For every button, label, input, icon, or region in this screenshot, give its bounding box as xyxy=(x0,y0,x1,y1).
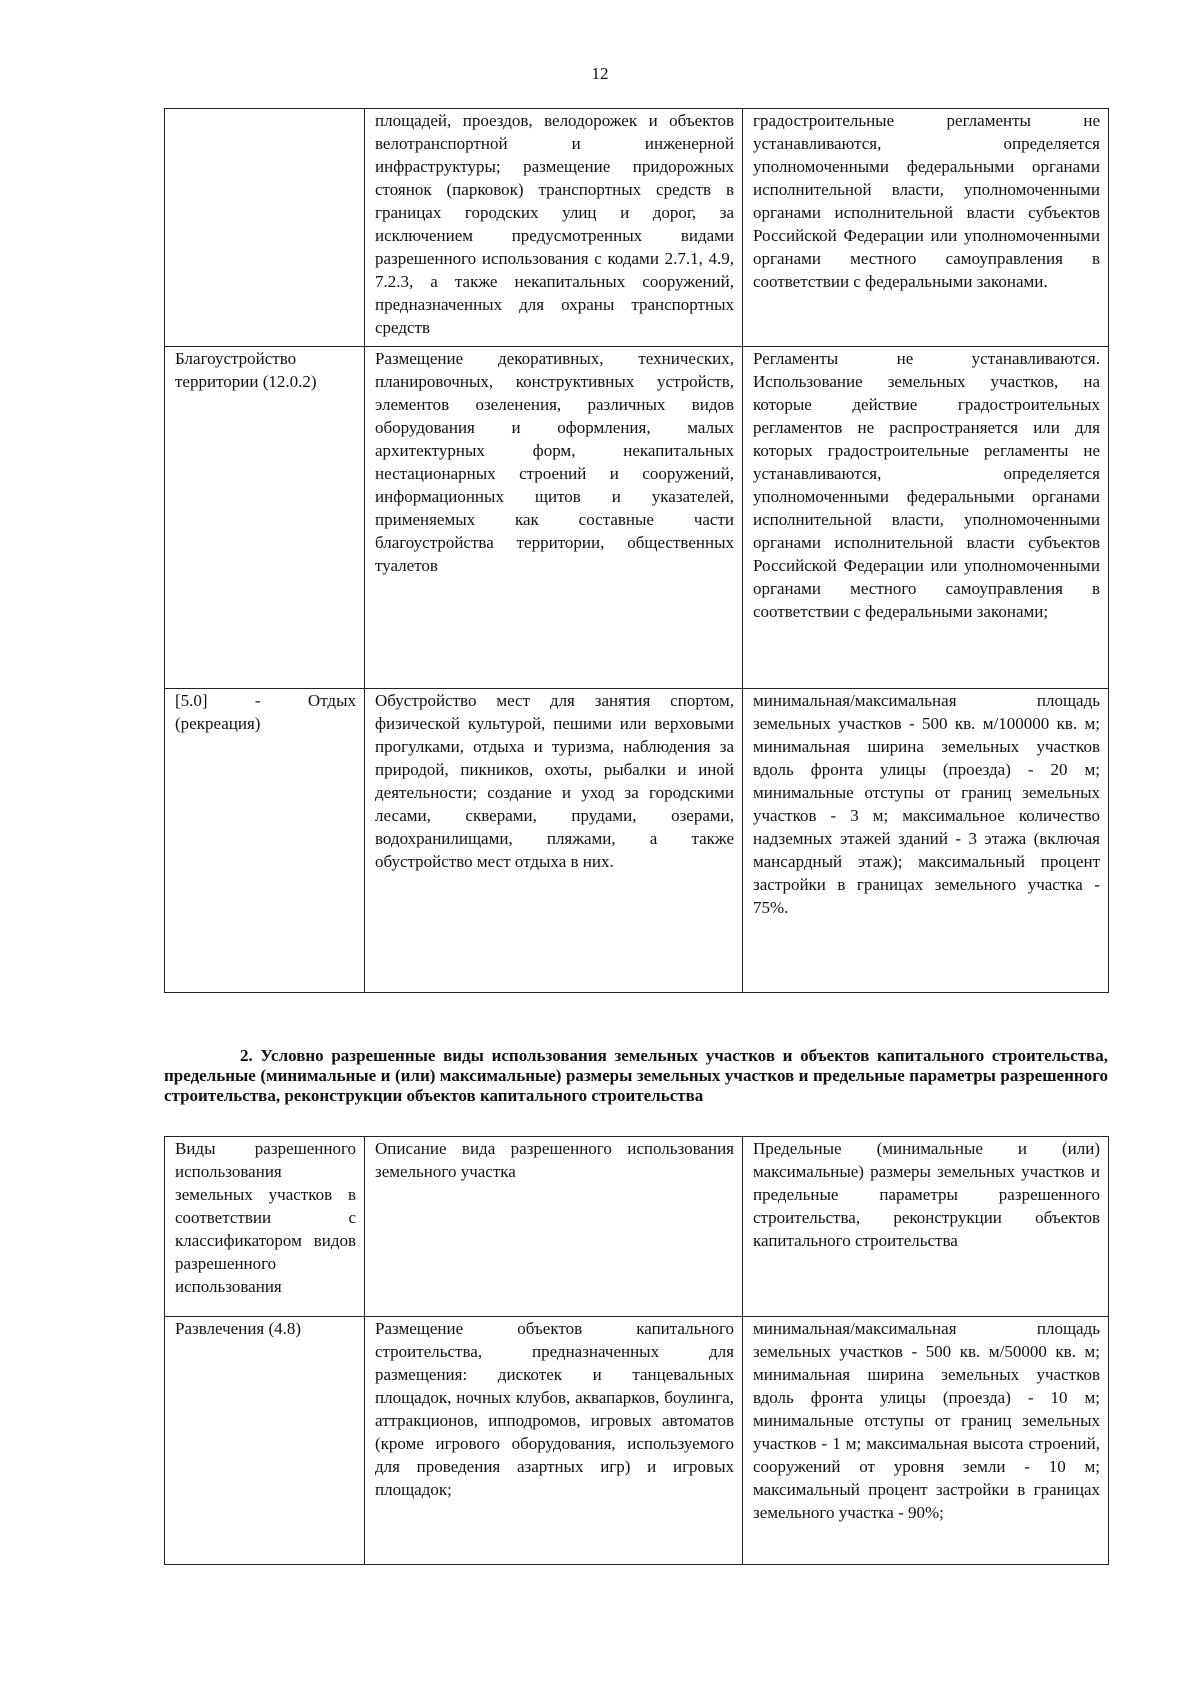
use-type-cell: [5.0] - Отдых (рекреация) xyxy=(165,689,365,993)
table-row xyxy=(165,1317,1109,1565)
parameters-cell: градостроительные регламенты не устанавливаются, определяется уполномоченными федеральными органами исполнительной власти, уполномоченными органами исполнительной власти субъектов Российской Федерации или уполномоченными органами местного самоуправления в соответствии с федеральными законами. xyxy=(743,109,1109,347)
table-row xyxy=(165,689,1109,993)
header-parameters: Предельные (минимальные и (или) максимальные) размеры земельных участков и предельные параметры разрешенного строительства, реконструкции объектов капитального строительства xyxy=(743,1137,1109,1317)
parameters-cell: Регламенты не устанавливаются. Использование земельных участков, на которые действие градостроительных регламентов не распространяется или для которых градостроительные регламенты не устанавливаются, определяется уполномоченными федеральными органами исполнительной власти, уполномоченными органами исполнительной власти субъектов Российской Федерации или уполномоченными органами местного самоуправления в соответствии с федеральными законами; xyxy=(743,347,1109,689)
use-description-cell: Размещение декоративных, технических, планировочных, конструктивных устройств, элементов озеленения, различных видов оборудования и оформления, малых архитектурных форм, некапитальных нестационарных строений и сооружений, информационных щитов и указателей, применяемых как составные части благоустройства территории, общественных туалетов xyxy=(365,347,743,689)
conditional-use-table xyxy=(164,1136,1109,1565)
parameters-cell: минимальная/максимальная площадь земельных участков - 500 кв. м/50000 кв. м; минимальная ширина земельных участков вдоль фронта улицы (проезда) - 10 м; минимальные отступы от границ земельных участков - 1 м; максимальная высота строений, сооружений от уровня земли - 10 м; максимальный процент застройки в границах земельного участка - 90%; xyxy=(743,1317,1109,1565)
header-description: Описание вида разрешенного использования земельного участка xyxy=(365,1137,743,1317)
table-row xyxy=(165,347,1109,689)
use-description-cell: Обустройство мест для занятия спортом, физической культурой, пешими или верховыми прогулками, отдыха и туризма, наблюдения за природой, пикников, охоты, рыбалки и иной деятельности; создание и уход за городскими лесами, скверами, прудами, озерами, водохранилищами, пляжами, а также обустройство мест отдыха в них. xyxy=(365,689,743,993)
use-type-cell xyxy=(165,109,365,347)
use-type-cell: Благоустройство территории (12.0.2) xyxy=(165,347,365,689)
header-use-type: Виды разрешенного использования земельных участков в соответствии с классификатором видов разрешенного использования xyxy=(165,1137,365,1317)
page-number: 12 xyxy=(591,64,609,83)
use-description-cell: площадей, проездов, велодорожек и объектов велотранспортной и инженерной инфраструктуры; размещение придорожных стоянок (парковок) транспортных средств в границах городских улиц и дорог, за исключением предусмотренных видами разрешенного использования с кодами 2.7.1, 4.9, 7.2.3, а также некапитальных сооружений, предназначенных для охраны транспортных средств xyxy=(365,109,743,347)
table-row xyxy=(165,109,1109,347)
zoning-table-continued xyxy=(164,108,1109,993)
parameters-cell: минимальная/максимальная площадь земельных участков - 500 кв. м/100000 кв. м; минимальная ширина земельных участков вдоль фронта улицы (проезда) - 20 м; минимальные отступы от границ земельных участков - 3 м; максимальное количество надземных этажей зданий - 3 этажа (включая мансардный этаж); максимальный процент застройки в границах земельного участка - 75%. xyxy=(743,689,1109,993)
use-description-cell: Размещение объектов капитального строительства, предназначенных для размещения: дискотек и танцевальных площадок, ночных клубов, аквапарков, боулинга, аттракционов, ипподромов, игровых автоматов (кроме игрового оборудования, используемого для проведения азартных игр) и игровых площадок; xyxy=(365,1317,743,1565)
use-type-cell: Развлечения (4.8) xyxy=(165,1317,365,1565)
section-heading: 2. Условно разрешенные виды использования земельных участков и объектов капитального строительства, предельные (минимальные и (или) максимальные) размеры земельных участков и предельные параметры разрешенного строительства, реконструкции объектов капитального строительства xyxy=(164,1046,1108,1105)
table-header-row xyxy=(165,1137,1109,1317)
